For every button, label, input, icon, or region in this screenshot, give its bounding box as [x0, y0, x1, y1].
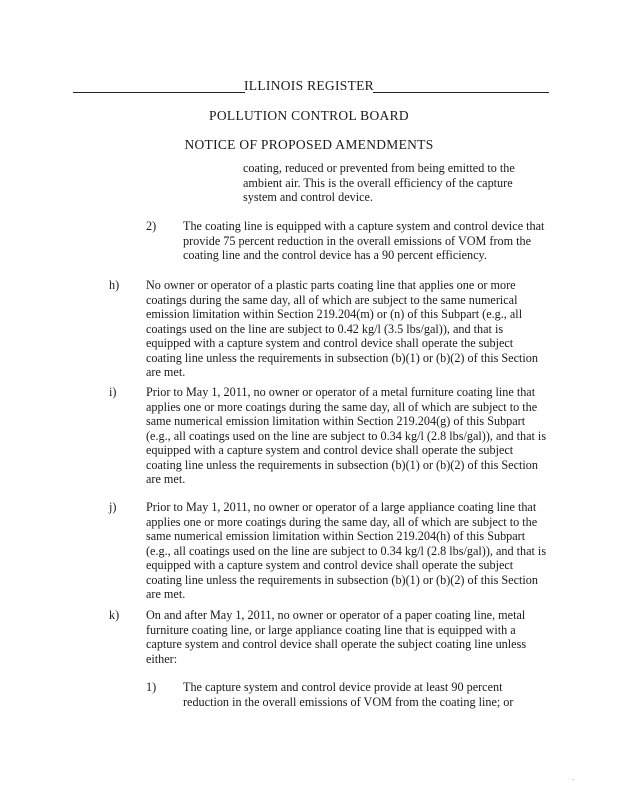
- text-line: ambient air. This is the overall efficiency of the capture: [243, 175, 513, 190]
- text-line: reduction in the overall emissions of VOM from the coating line; or: [183, 694, 514, 709]
- text-line: same numerical emission limitation within Section 219.204(g) of this Subpart: [146, 414, 526, 428]
- scan-speck: ·: [572, 776, 575, 784]
- item-j-text: [146, 500, 546, 602]
- text-line: (e.g., all coatings used on the line are subject to 0.34 kg/l (2.8 lbs/gal)), and that is: [146, 543, 547, 558]
- text-line: system and control device.: [243, 190, 373, 204]
- item-h-text: [146, 278, 538, 380]
- text-line: coatings during the same day, all of which are subject to the same numerical: [146, 292, 518, 307]
- text-line: coating line and the control device has a 90 percent efficiency.: [183, 248, 487, 262]
- item-i-label: i): [109, 385, 117, 399]
- text-line: The coating line is equipped with a capture system and control device that: [183, 219, 545, 233]
- text-line: either:: [146, 651, 178, 666]
- text-line: are met.: [146, 472, 186, 486]
- item-h-label: h): [109, 278, 120, 292]
- item-2-label: 2): [146, 219, 157, 233]
- text-line: coating, reduced or prevented from being emitted to the: [243, 161, 515, 175]
- item-k-label: k): [109, 608, 120, 622]
- item-j-label: j): [109, 500, 117, 514]
- item-2-text: [183, 219, 544, 263]
- text-line: equipped with a capture system and control device shall operate the subject: [146, 336, 514, 350]
- text-line: are met.: [146, 587, 186, 601]
- item-i-text: [146, 385, 546, 487]
- text-line: emission limitation within Section 219.204(m) or (n) of this Subpart (e.g., all: [146, 307, 523, 321]
- text-line: Prior to May 1, 2011, no owner or operator of a large appliance coating line that: [146, 500, 537, 514]
- notice-title: NOTICE OF PROPOSED AMENDMENTS: [184, 137, 434, 152]
- text-line: furniture coating line, or large appliance coating line that is equipped with a: [146, 622, 516, 637]
- text-line: applies one or more coatings during the same day, all of which are subject to the: [146, 399, 538, 414]
- text-line: coating line unless the requirements in subsection (b)(1) or (b)(2) of this Section: [146, 572, 538, 587]
- continuation-paragraph: [243, 161, 515, 205]
- text-line: are met.: [146, 365, 186, 379]
- text-line: equipped with a capture system and control device shall operate the subject: [146, 558, 514, 572]
- text-line: The capture system and control device provide at least 90 percent: [183, 680, 503, 694]
- text-line: coating line unless the requirements in subsection (b)(1) or (b)(2) of this Section: [146, 457, 538, 472]
- text-line: capture system and control device shall operate the subject coating line unless: [146, 637, 527, 651]
- text-line: equipped with a capture system and control device shall operate the subject: [146, 443, 514, 457]
- register-title: ILLINOIS REGISTER: [244, 78, 374, 93]
- board-title: POLLUTION CONTROL BOARD: [209, 108, 409, 123]
- text-line: coatings used on the line are subject to 0.42 kg/l (3.5 lbs/gal)), and that is: [146, 321, 504, 336]
- text-line: coating line unless the requirements in subsection (b)(1) or (b)(2) of this Section: [146, 350, 538, 365]
- item-k1-text: [183, 680, 513, 709]
- text-line: same numerical emission limitation within Section 219.204(h) of this Subpart: [146, 529, 526, 543]
- item-k1-label: 1): [146, 680, 157, 694]
- item-k-text: [146, 608, 526, 666]
- text-line: provide 75 percent reduction in the overall emissions of VOM from the: [183, 233, 532, 248]
- text-line: No owner or operator of a plastic parts coating line that applies one or more: [146, 278, 516, 292]
- text-line: Prior to May 1, 2011, no owner or operator of a metal furniture coating line that: [146, 385, 536, 399]
- text-line: (e.g., all coatings used on the line are subject to 0.34 kg/l (2.8 lbs/gal)), and that is: [146, 428, 547, 443]
- text-line: On and after May 1, 2011, no owner or operator of a paper coating line, metal: [146, 608, 526, 622]
- text-line: applies one or more coatings during the same day, all of which are subject to the: [146, 514, 538, 529]
